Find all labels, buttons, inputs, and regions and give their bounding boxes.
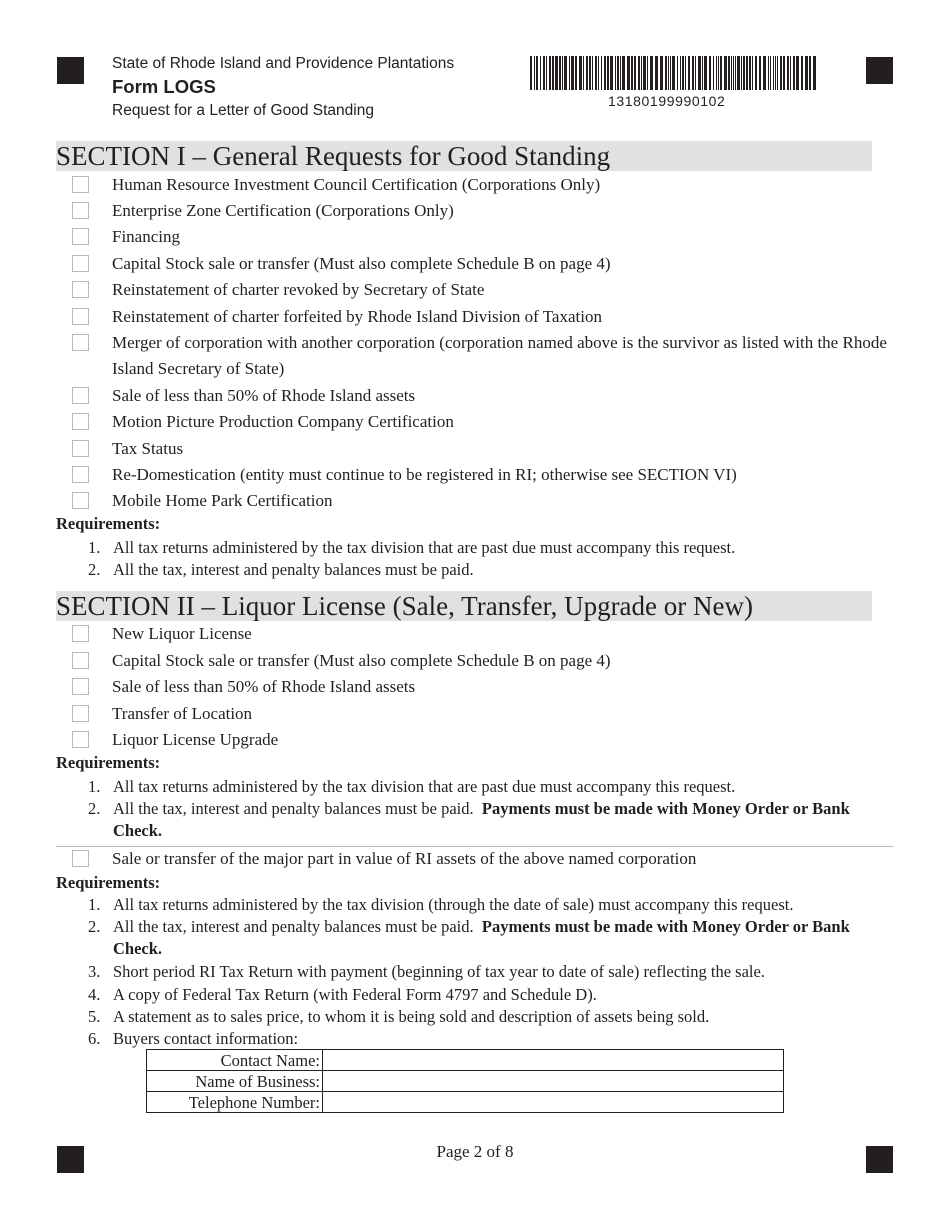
requirement-number: 2. bbox=[88, 560, 101, 579]
checkbox-label: Merger of corporation with another corporation (corporation named above is the survivor as listed with the Rhode Island Secretary of State) bbox=[112, 333, 887, 378]
business-name-field[interactable] bbox=[323, 1071, 784, 1092]
checkbox[interactable] bbox=[72, 705, 89, 722]
checkbox-label: Financing bbox=[112, 227, 180, 246]
section-2-title: SECTION II – Liquor License (Sale, Transfer, Upgrade or New) bbox=[56, 591, 872, 621]
contact-name-field[interactable] bbox=[323, 1050, 784, 1071]
form-title: Form LOGS bbox=[112, 76, 216, 97]
requirement-text-plain: All the tax, interest and penalty balances must be paid. bbox=[113, 799, 474, 818]
checkbox[interactable] bbox=[72, 652, 89, 669]
telephone-field[interactable] bbox=[323, 1092, 784, 1113]
requirement-number: 6. bbox=[88, 1029, 101, 1048]
requirement-text-bold: Payments must be made with Money Order or Bank Check. bbox=[113, 799, 850, 840]
checkbox[interactable] bbox=[72, 387, 89, 404]
buyer-contact-table bbox=[146, 1049, 784, 1113]
checkbox[interactable] bbox=[72, 492, 89, 509]
form-subtitle: Request for a Letter of Good Standing bbox=[112, 102, 374, 119]
requirement-number: 2. bbox=[88, 799, 101, 818]
registration-mark-top-right bbox=[866, 57, 893, 84]
requirement-text: All tax returns administered by the tax division that are past due must accompany this request. bbox=[113, 538, 736, 557]
checkbox-label: New Liquor License bbox=[112, 624, 252, 643]
requirement-text bbox=[113, 916, 883, 960]
requirement-text-plain: All the tax, interest and penalty balances must be paid. bbox=[113, 917, 474, 936]
checkbox-label: Sale or transfer of the major part in value of RI assets of the above named corporation bbox=[112, 849, 697, 868]
checkbox-label: Sale of less than 50% of Rhode Island assets bbox=[112, 386, 416, 405]
checkbox[interactable] bbox=[72, 413, 89, 430]
requirements-heading: Requirements: bbox=[56, 753, 161, 772]
requirements-heading: Requirements: bbox=[56, 873, 161, 892]
checkbox-label: Reinstatement of charter revoked by Secretary of State bbox=[112, 280, 485, 299]
registration-mark-top-left bbox=[57, 57, 84, 84]
checkbox[interactable] bbox=[72, 625, 89, 642]
checkbox[interactable] bbox=[72, 255, 89, 272]
checkbox[interactable] bbox=[72, 731, 89, 748]
contact-name-label: Contact Name: bbox=[147, 1050, 323, 1071]
checkbox-label: Transfer of Location bbox=[112, 704, 253, 723]
checkbox-label: Mobile Home Park Certification bbox=[112, 491, 333, 510]
state-name: State of Rhode Island and Providence Plantations bbox=[112, 55, 455, 72]
requirement-text-bold: Payments must be made with Money Order or Bank Check. bbox=[113, 917, 850, 958]
requirement-text: All tax returns administered by the tax division that are past due must accompany this request. bbox=[113, 777, 736, 796]
checkbox[interactable] bbox=[72, 466, 89, 483]
checkbox-label: Reinstatement of charter forfeited by Rhode Island Division of Taxation bbox=[112, 307, 602, 326]
checkbox[interactable] bbox=[72, 334, 89, 351]
requirement-number: 1. bbox=[88, 895, 101, 914]
checkbox[interactable] bbox=[72, 281, 89, 298]
requirement-number: 4. bbox=[88, 985, 101, 1004]
requirement-number: 5. bbox=[88, 1007, 101, 1026]
requirement-text: All the tax, interest and penalty balances must be paid. bbox=[113, 560, 474, 579]
checkbox[interactable] bbox=[72, 308, 89, 325]
section-1-title: SECTION I – General Requests for Good Standing bbox=[56, 141, 872, 171]
requirement-text: Short period RI Tax Return with payment (beginning of tax year to date of sale) reflecting the sale. bbox=[113, 962, 765, 981]
business-name-row bbox=[147, 1071, 784, 1092]
checkbox-label: Re-Domestication (entity must continue to be registered in RI; otherwise see SECTION VI) bbox=[112, 465, 737, 484]
checkbox-label: Tax Status bbox=[112, 439, 184, 458]
page-number: Page 2 of 8 bbox=[436, 1142, 514, 1161]
requirement-text bbox=[113, 798, 883, 842]
barcode bbox=[530, 56, 818, 90]
telephone-label: Telephone Number: bbox=[147, 1092, 323, 1113]
barcode-number: 13180199990102 bbox=[608, 93, 726, 109]
checkbox[interactable] bbox=[72, 440, 89, 457]
checkbox[interactable] bbox=[72, 228, 89, 245]
checkbox[interactable] bbox=[72, 176, 89, 193]
checkbox-label: Enterprise Zone Certification (Corporations Only) bbox=[112, 201, 454, 220]
checkbox-label: Sale of less than 50% of Rhode Island assets bbox=[112, 677, 416, 696]
checkbox-label: Human Resource Investment Council Certification (Corporations Only) bbox=[112, 175, 601, 194]
requirement-text: Buyers contact information: bbox=[113, 1029, 299, 1048]
requirement-number: 2. bbox=[88, 917, 101, 936]
requirement-number: 1. bbox=[88, 777, 101, 796]
checkbox-label: Liquor License Upgrade bbox=[112, 730, 279, 749]
requirements-heading: Requirements: bbox=[56, 514, 161, 533]
requirement-text: A statement as to sales price, to whom it is being sold and description of assets being sold. bbox=[113, 1007, 710, 1026]
requirement-text: All tax returns administered by the tax division (through the date of sale) must accompany this request. bbox=[113, 895, 794, 914]
checkbox-label: Motion Picture Production Company Certification bbox=[112, 412, 454, 431]
checkbox[interactable] bbox=[72, 202, 89, 219]
checkbox[interactable] bbox=[72, 678, 89, 695]
checkbox[interactable] bbox=[72, 850, 89, 867]
telephone-row bbox=[147, 1092, 784, 1113]
requirement-number: 1. bbox=[88, 538, 101, 557]
requirement-number: 3. bbox=[88, 962, 101, 981]
business-name-label: Name of Business: bbox=[147, 1071, 323, 1092]
checkbox-label: Capital Stock sale or transfer (Must also complete Schedule B on page 4) bbox=[112, 651, 611, 670]
requirement-text: A copy of Federal Tax Return (with Federal Form 4797 and Schedule D). bbox=[113, 985, 597, 1004]
contact-name-row bbox=[147, 1050, 784, 1071]
checkbox-label: Capital Stock sale or transfer (Must also complete Schedule B on page 4) bbox=[112, 254, 611, 273]
